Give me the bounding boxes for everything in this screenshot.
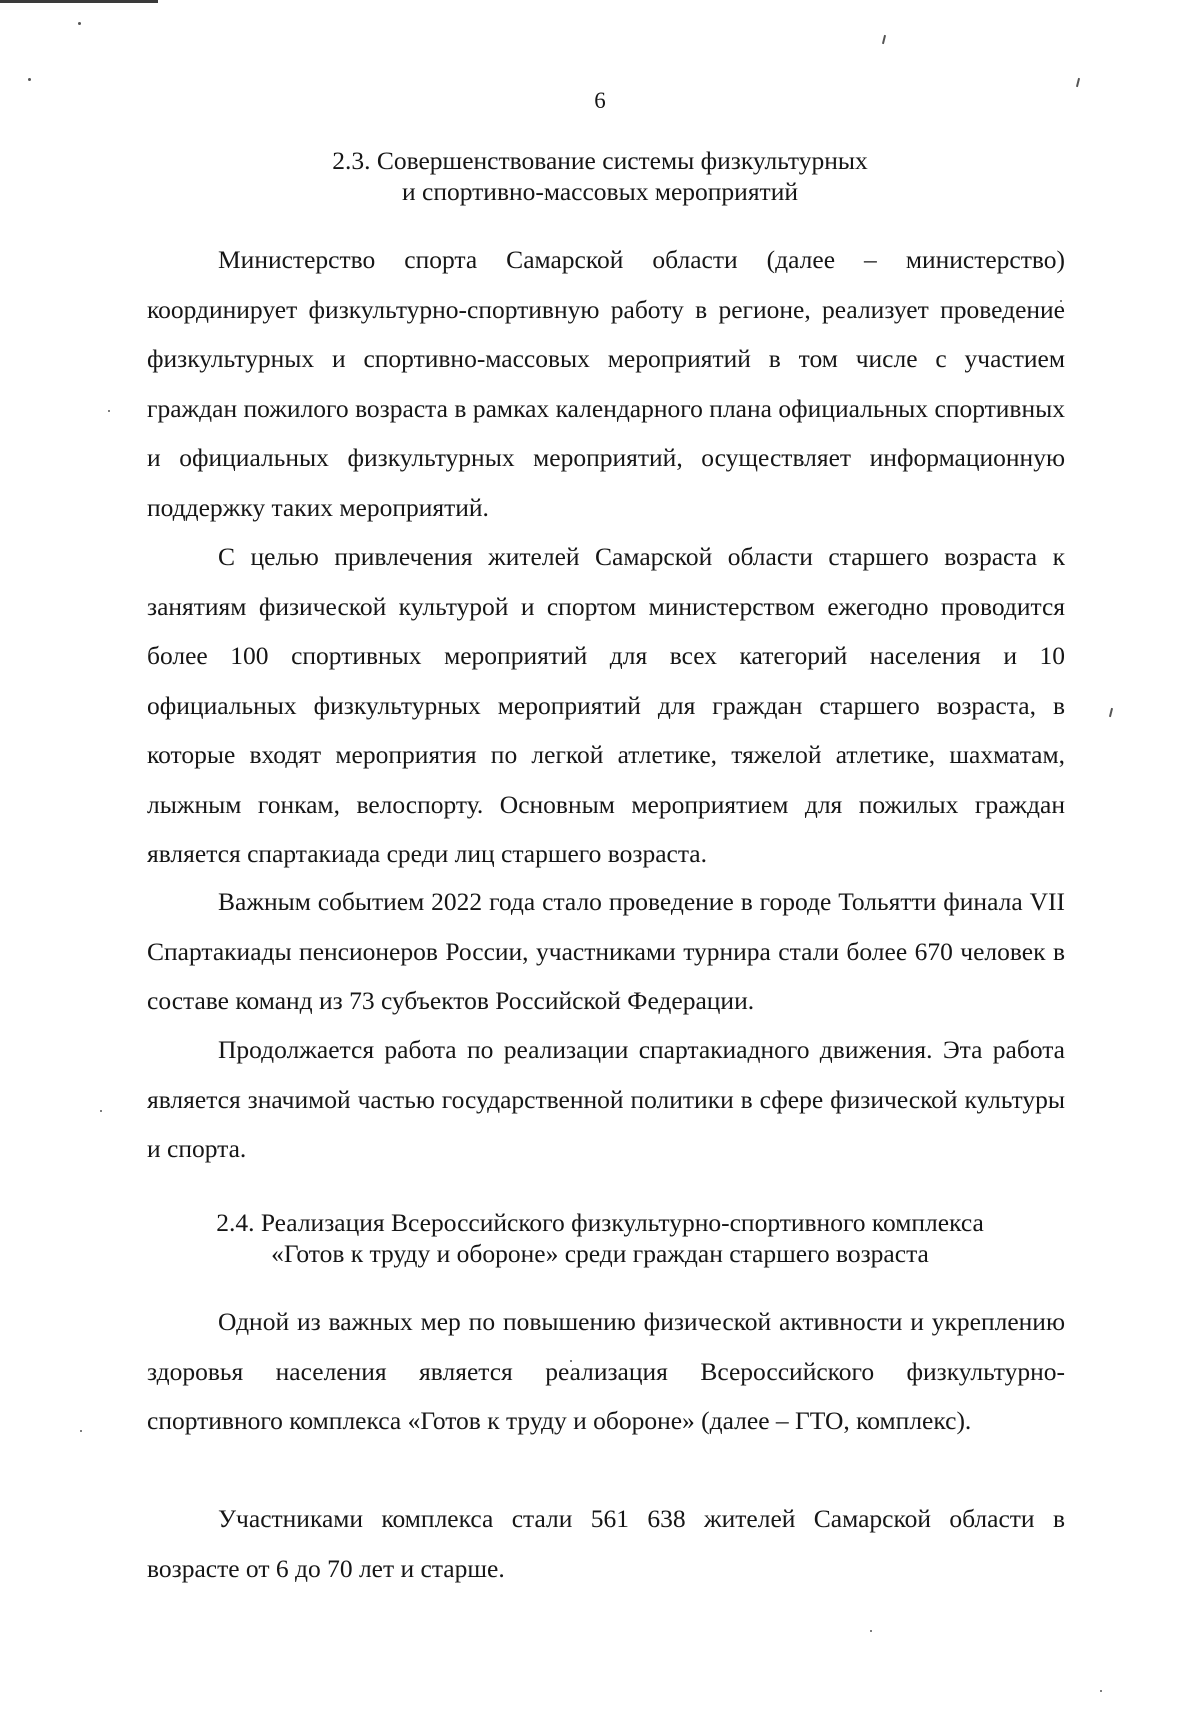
scan-speck bbox=[100, 1110, 102, 1112]
section-2-4-heading bbox=[0, 1207, 1200, 1269]
section-2-3-paragraph: Министерство спорта Самарской области (далее – министерство) координирует физкультурно-спортивную работу в регионе, реализует проведение физкультурных и спортивно-массовых мероприятий в том числе с участием граждан пожилого возраста в рамках календарного плана официальных спортивных и официальных физкультурных мероприятий, осуществляет информационную поддержку таких мероприятий. bbox=[147, 245, 1065, 522]
section-2-3-paragraph: Продолжается работа по реализации спартакиадного движения. Эта работа является значимой частью государственной политики в сфере физической культуры и спорта. bbox=[147, 1035, 1065, 1163]
scan-mark bbox=[882, 35, 886, 44]
section-2-3-paragraph: Важным событием 2022 года стало проведение в городе Тольятти финала VII Спартакиады пенсионеров России, участниками турнира стали более 670 человек в составе команд из 73 субъектов Российской Федерации. bbox=[147, 887, 1065, 1015]
section-2-4-paragraph: Одной из важных мер по повышению физической активности и укреплению здоровья населения является реализация Всероссийского физкультурно-спортивного комплекса «Готов к труду и обороне» (далее – ГТО, комплекс). bbox=[147, 1307, 1065, 1435]
scan-speck bbox=[80, 1430, 82, 1432]
scan-speck bbox=[28, 78, 31, 81]
scan-speck bbox=[108, 410, 110, 412]
section-2-3-heading bbox=[0, 145, 1200, 207]
scan-speck bbox=[1100, 1690, 1102, 1692]
page-number: 6 bbox=[594, 88, 606, 113]
scan-speck bbox=[870, 1630, 872, 1632]
section-2-4-paragraph: Участниками комплекса стали 561 638 жителей Самарской области в возрасте от 6 до 70 лет и старше. bbox=[147, 1504, 1065, 1583]
section-2-4-heading-line2: «Готов к труду и обороне» среди граждан старшего возраста bbox=[271, 1239, 929, 1268]
scan-speck bbox=[78, 22, 81, 25]
scan-edge-line bbox=[0, 0, 158, 3]
scan-mark bbox=[1109, 708, 1113, 717]
section-2-4-heading-line1: 2.4. Реализация Всероссийского физкультурно-спортивного комплекса bbox=[216, 1208, 984, 1237]
section-2-3-heading-line2: и спортивно-массовых мероприятий bbox=[402, 177, 798, 206]
section-2-3-paragraph: С целью привлечения жителей Самарской области старшего возраста к занятиям физической культурой и спортом министерством ежегодно проводится более 100 спортивных мероприятий для всех категорий населения и 10 официальных физкультурных мероприятий для граждан старшего возраста, в которые входят мероприятия по легкой атлетике, тяжелой атлетике, шахматам, лыжным гонкам, велоспорту. Основным мероприятием для пожилых граждан является спартакиада среди лиц старшего возраста. bbox=[147, 542, 1065, 868]
section-2-3-heading-line1: 2.3. Совершенствование системы физкультурных bbox=[332, 146, 868, 175]
